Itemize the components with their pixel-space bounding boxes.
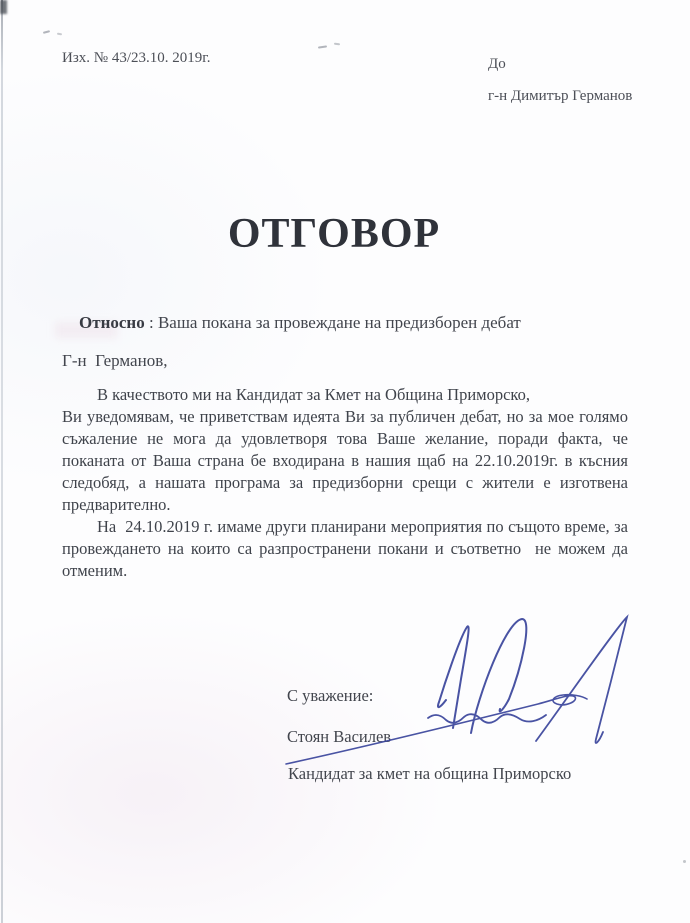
salutation: Г-н Германов, [62, 351, 168, 370]
recipient-name: г-н Димитър Германов [488, 88, 633, 104]
letter-body [62, 384, 633, 582]
signature-icon [270, 608, 640, 773]
signer-name: Стоян Василев [287, 727, 392, 746]
subject-label: Относно [79, 313, 145, 332]
paragraph-1-rest: Ви уведомявам, че приветствам идеята Ви за публичен дебат, но за мое голямо съжаление не мога да удовлетворя това Ваше желание, поради факта, че поканата от Ваша страна бе входирана в нашия щаб на 22.10.2019г. в късния следобяд, а нашата програма за предизборни срещи с жители е изготвена предварително. [62, 407, 633, 514]
scan-speck [334, 43, 340, 46]
body-paragraph-1 [62, 384, 633, 516]
scan-edge-line [1, 0, 3, 923]
body-paragraph-2: На 24.10.2019 г. имаме други планирани мероприятия по същото време, за провеждането на които са разпространени покани и съответно не можем да отменим. [62, 517, 633, 580]
to-label: До [488, 56, 506, 72]
scan-corner-mark [0, 0, 7, 14]
subject-text: : Ваша покана за провеждане на предизборен дебат [144, 313, 521, 332]
reference-number: Изх. № 43/23.10. 2019г. [62, 50, 211, 66]
signer-title: Кандидат за кмет на община Приморско [288, 764, 572, 783]
scan-speck [318, 45, 327, 48]
scan-speck [683, 860, 686, 863]
scan-speck [57, 33, 62, 36]
paragraph-1-first-line: В качеството ми на Кандидат за Кмет на Община Приморско, [97, 385, 530, 404]
closing-phrase: С уважение: [287, 686, 374, 705]
scan-speck [43, 30, 50, 34]
subject-line [62, 293, 521, 353]
document-title: ОТГОВОР [227, 211, 441, 257]
